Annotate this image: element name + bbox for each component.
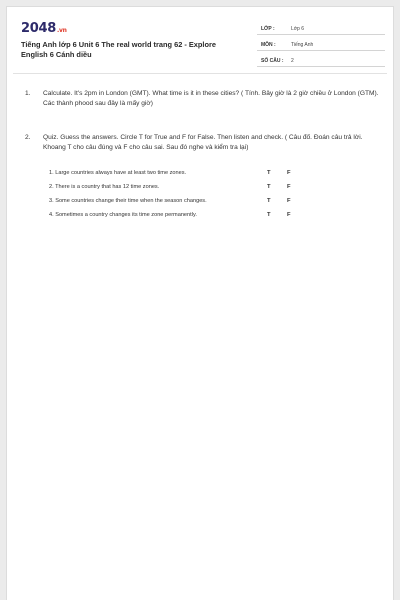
true-option[interactable]: T bbox=[267, 212, 271, 218]
true-option[interactable]: T bbox=[267, 184, 271, 190]
true-option[interactable]: T bbox=[267, 170, 271, 176]
quiz-item: 2. There is a country that has 12 time zones. T F bbox=[49, 184, 291, 190]
meta-row-class: LỚP : Lớp 6 bbox=[257, 21, 385, 35]
false-option[interactable]: F bbox=[287, 184, 291, 190]
document-page bbox=[6, 6, 394, 600]
meta-block bbox=[257, 21, 385, 69]
quiz-item: 3. Some countries change their time when the season changes. T F bbox=[49, 198, 291, 204]
true-option[interactable]: T bbox=[267, 198, 271, 204]
question-1: 1. Calculate. It's 2pm in London (GMT). What time is it in these cities? ( Tính. Bây giờ là 2 giờ chiều ở London (GTM). Các thành phood sau đây là mấy giờ) bbox=[25, 90, 379, 107]
quiz-list bbox=[49, 167, 309, 223]
meta-row-count: SỐ CÂU : 2 bbox=[257, 53, 385, 67]
header-divider bbox=[13, 73, 387, 74]
quiz-item: 1. Large countries always have at least two time zones. T F bbox=[49, 170, 291, 176]
question-2: 2. Quiz. Guess the answers. Circle T for True and F for False. Then listen and check. ( Câu đố. Đoán câu trả lời. Khoang T cho câu đúng và F cho câu sai. Sau đó nghe và kiểm tra lại) bbox=[25, 134, 363, 151]
false-option[interactable]: F bbox=[287, 198, 291, 204]
false-option[interactable]: F bbox=[287, 170, 291, 176]
page-title: Tiếng Anh lớp 6 Unit 6 The real world trang 62 - Explore English 6 Cánh diều bbox=[21, 40, 216, 59]
meta-row-subject: MÔN : Tiếng Anh bbox=[257, 37, 385, 51]
quiz-item: 4. Sometimes a country changes its time zone permanently. T F bbox=[49, 212, 291, 218]
false-option[interactable]: F bbox=[287, 212, 291, 218]
site-logo[interactable]: 2048.vn bbox=[21, 21, 67, 36]
